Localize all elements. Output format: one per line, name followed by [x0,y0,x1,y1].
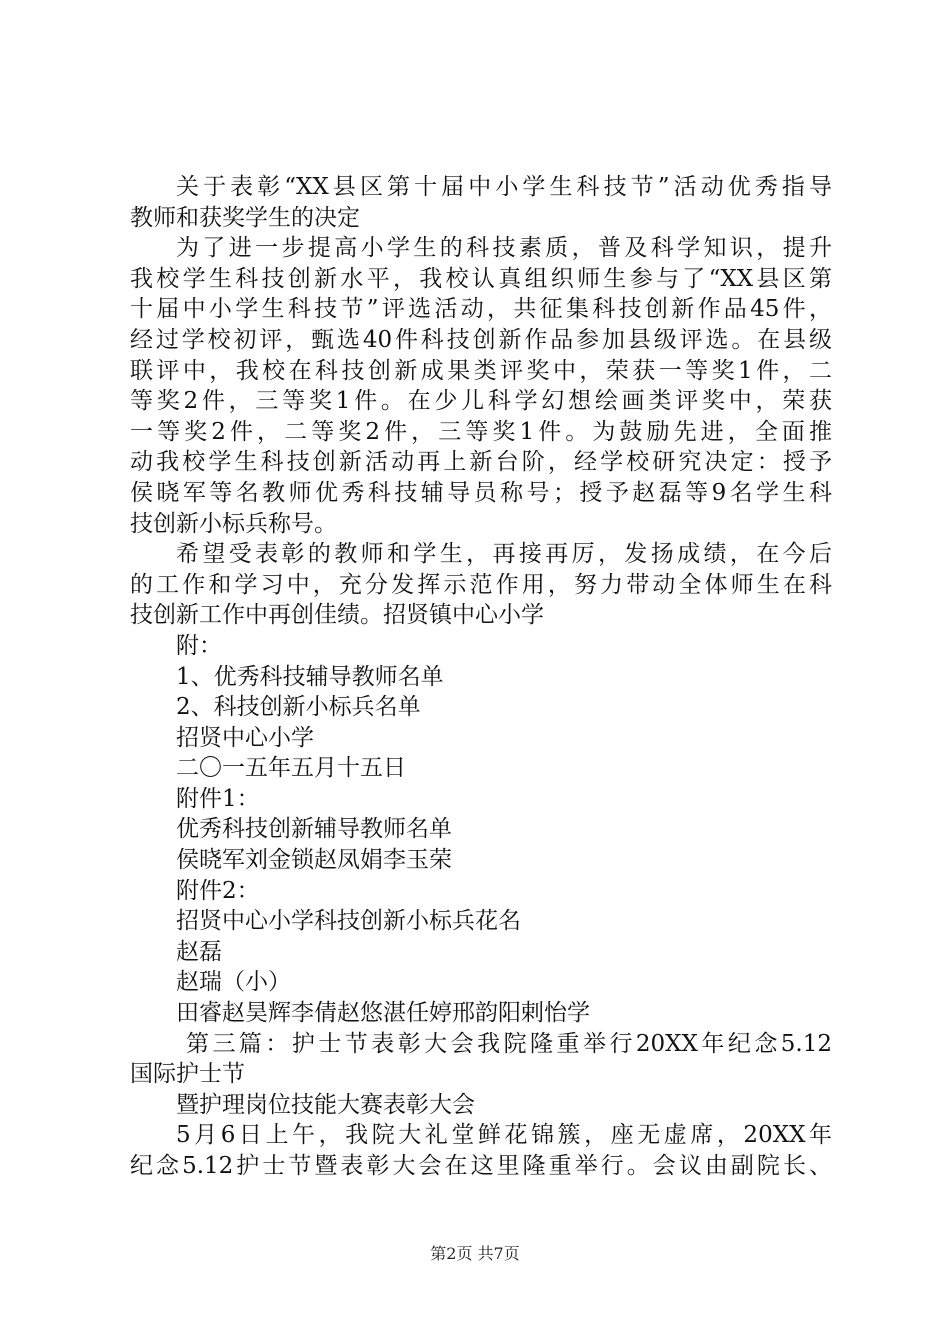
text-line: 1、优秀科技辅导教师名单 [176,663,444,690]
text-line: 动我校学生科技创新活动再上新台阶，经学校研究决定：授予 [130,449,832,476]
text-line: 纪念5.12护士节暨表彰大会在这里隆重举行。会议由副院长、 [130,1153,832,1179]
text-line: 赵瑞（小） [176,969,291,996]
text-line: 联评中，我校在科技创新成果类评奖中，荣获一等奖1件，二 [130,357,832,384]
text-line: 技创新小标兵称号。 [130,510,337,537]
text-line: 招贤中心小学科技创新小标兵花名 [176,908,521,935]
text-line: 赵磊 [176,938,222,965]
text-line: 2、科技创新小标兵名单 [176,694,421,721]
text-line: 暨护理岗位技能大赛表彰大会 [176,1091,475,1118]
text-line: 关于表彰“XX县区第十届中小学生科技节”活动优秀指导 [176,174,832,200]
text-line: 希望受表彰的教师和学生，再接再厉，发扬成绩，在今后 [176,541,832,568]
text-line: 为了进一步提高小学生的科技素质，普及科学知识，提升 [176,235,832,262]
text-line: 招贤中心小学 [176,724,314,751]
text-line: 附： [176,632,222,659]
page-number-footer: 第2页 共7页 [430,1244,520,1263]
text-line: 优秀科技创新辅导教师名单 [176,816,452,843]
text-line: 国际护士节 [130,1061,245,1088]
text-line: 经过学校初评，甄选40件科技创新作品参加县级评选。在县级 [130,326,832,353]
document-body [130,172,832,1182]
text-line: 侯晓军等名教师优秀科技辅导员称号；授予赵磊等9名学生科 [130,479,832,506]
text-line: 田睿赵昊辉李倩赵悠湛任婷邢韵阳剌怡学 [176,1000,590,1027]
text-line: 二〇一五年五月十五日 [176,755,406,782]
text-line: 附件2： [176,877,260,904]
text-line: 附件1： [176,785,260,812]
text-line: 侯晓军刘金锁赵凤娟李玉荣 [176,847,452,874]
text-line: 教师和获奖学生的决定 [130,204,360,231]
text-line: 的工作和学习中，充分发挥示范作用，努力带动全体师生在科 [130,571,832,598]
text-line: 我校学生科技创新水平，我校认真组织师生参与了“XX县区第 [130,265,832,292]
text-line: 十届中小学生科技节”评选活动，共征集科技创新作品45件， [130,296,832,323]
text-line: 等奖2件，三等奖1件。在少儿科学幻想绘画类评奖中，荣获 [130,388,832,415]
text-line: 技创新工作中再创佳绩。招贤镇中心小学 [130,602,544,629]
text-line: 一等奖2件，二等奖2件，三等奖1件。为鼓励先进，全面推 [130,418,832,445]
text-line: 5月6日上午，我院大礼堂鲜花锦簇，座无虚席，20XX年 [176,1122,832,1149]
text-line: 第三篇：护士节表彰大会我院隆重举行20XX年纪念5.12 [186,1030,832,1057]
